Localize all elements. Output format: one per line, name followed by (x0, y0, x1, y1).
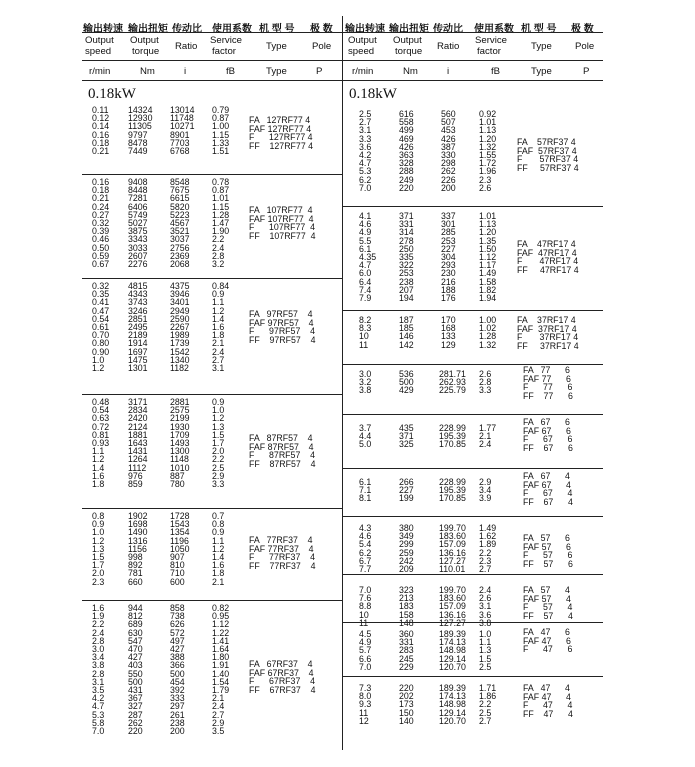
hdr-torque-cn: 输出扭矩 (389, 24, 429, 35)
speed-values: 7.3 8.0 9.3 11 12 (359, 683, 372, 726)
hdr-ratio-en: Ratio (437, 41, 460, 52)
speed-values: 0.16 0.18 0.21 0.24 0.27 0.32 0.39 0.46 0.50 0.59 0.67 (92, 177, 110, 270)
speed-values: 6.1 7.1 8.1 (359, 477, 372, 504)
torque-values: 266 227 199 (399, 477, 414, 504)
hdr-sf-cn: 使用系数 (212, 24, 252, 35)
model-list: FA 47 4 FAF 47 4 F 47 4 FF 47 4 (523, 683, 573, 719)
model-list: FA 127RF77 4 FAF 127RF77 4 F 127RF77 4 FF 127RF77 4 (249, 115, 314, 151)
hdr-type-en: Type (531, 41, 552, 52)
sf-values: 0.7 0.8 0.9 1.1 1.2 1.4 1.6 1.8 2.1 (212, 511, 225, 587)
ratio-values: 228.99 195.39 170.85 (439, 423, 466, 450)
torque-values: 323 213 183 158 148 (399, 585, 414, 628)
ratio-values: 170 168 133 129 (441, 315, 456, 350)
hdr-pole-en: Pole (575, 41, 595, 52)
unit-sf: fB (491, 66, 501, 77)
hdr-type-en: Type (266, 41, 287, 52)
ratio-values: 2881 2575 2199 1930 1709 1493 1300 1148 1010 887 780 (170, 397, 190, 490)
torque-values: 616 558 499 469 426 363 328 288 249 220 (399, 109, 414, 193)
sf-values: 0.78 0.87 1.01 1.15 1.28 1.47 1.90 2.2 2.4 2.8 3.2 (212, 177, 230, 270)
speed-values: 0.11 0.12 0.14 0.16 0.18 0.21 (92, 105, 110, 157)
sf-values: 1.71 1.86 2.2 2.5 2.7 (479, 683, 497, 726)
hdr-type-cn: 机 型 号 (259, 24, 295, 35)
hdr-ratio-cn: 传动比 (433, 24, 463, 35)
model-list: FA 67RF37 4 FAF 67RF37 4 F 67RF37 4 FF 67RF37 4 (249, 659, 316, 695)
unit-pole: P (583, 66, 590, 77)
speed-values: 4.3 4.6 5.4 6.2 6.7 7.7 (359, 523, 372, 575)
model-list: FA 57 4 FAF 57 4 F 57 4 FF 57 4 (523, 585, 573, 621)
sf-values: 2.9 3.4 3.9 (479, 477, 492, 504)
hdr-torque-en2: torque (132, 46, 160, 57)
ratio-values: 13014 11748 10271 8901 7703 6768 (170, 105, 195, 157)
ratio-values: 560 507 453 426 387 330 298 262 226 200 (441, 109, 456, 193)
sf-values: 0.82 0.95 1.12 1.22 1.41 1.64 1.80 1.91 1.40 1.54 1.79 2.1 2.4 2.7 2.9 3.5 (212, 603, 230, 737)
speed-values: 2.5 2.7 3.1 3.3 3.6 4.2 4.7 5.3 6.2 7.0 (359, 109, 372, 193)
speed-values: 0.32 0.35 0.41 0.47 0.54 0.61 0.70 0.80 0.90 1.0 1.2 (92, 281, 110, 374)
torque-values: 220 202 173 150 140 (399, 683, 414, 726)
model-list: FA 77RF37 4 FAF 77RF37 4 F 77RF37 4 FF 77RF37 4 (249, 535, 316, 571)
hdr-torque-cn: 输出扭矩 (128, 24, 168, 35)
hdr-speed-cn: 输出转速 (83, 24, 123, 35)
torque-values: 371 331 314 278 250 335 322 253 238 207 194 (399, 211, 414, 304)
model-list: FA 37RF17 4 FAF 37RF17 4 F 37RF17 4 FF 37RF17 4 (517, 315, 579, 351)
unit-speed: r/min (89, 66, 111, 77)
model-list: FA 77 6 FAF 77 6 F 77 6 FF 77 6 (523, 365, 573, 401)
torque-values: 4815 4343 3743 3246 2851 2495 2189 1914 1697 1475 1301 (128, 281, 148, 374)
model-list: FA 47 6 FAF 47 6 F 47 6 (523, 627, 573, 655)
speed-values: 3.7 4.4 5.0 (359, 423, 372, 450)
ratio-values: 281.71 262.93 225.79 (439, 369, 466, 396)
speed-values: 4.5 4.9 5.7 6.6 7.0 (359, 629, 372, 672)
unit-torque: Nm (140, 66, 155, 77)
hdr-speed-cn: 输出转速 (345, 24, 385, 35)
torque-values: 14324 12930 11305 9797 8478 7449 (128, 105, 153, 157)
ratio-values: 337 301 285 253 227 304 293 230 216 188 176 (441, 211, 456, 304)
ratio-values: 4375 3946 3401 2949 2590 2267 1989 1739 1542 1340 1182 (170, 281, 190, 374)
ratio-values: 8548 7675 6615 5820 5223 4567 3521 3037 2756 2369 2068 (170, 177, 190, 270)
model-list: FA 97RF57 4 FAF 97RF57 4 F 97RF57 4 FF 97RF57 4 (249, 309, 316, 345)
unit-ratio: i (184, 66, 187, 77)
torque-values: 435 371 325 (399, 423, 414, 450)
torque-values: 9408 8448 7281 6406 5749 5027 3875 3343 3033 2607 2276 (128, 177, 148, 270)
hdr-torque-en: Output (130, 35, 159, 46)
torque-values: 360 331 283 245 229 (399, 629, 414, 672)
hdr-sf-en: Service (475, 35, 507, 46)
gearmotor-table (82, 16, 602, 750)
hdr-pole-en: Pole (312, 41, 332, 52)
torque-values: 3171 2834 2420 2124 1881 1643 1431 1264 1112 976 859 (128, 397, 148, 490)
ratio-values: 199.70 183.60 157.09 136.16 127.27 110.01 (439, 523, 466, 575)
unit-speed: r/min (352, 66, 374, 77)
unit-type: Type (531, 66, 552, 77)
torque-values: 944 812 689 630 547 470 427 403 550 500 431 367 327 287 262 220 (128, 603, 143, 737)
ratio-values: 189.39 174.13 148.98 129.14 120.70 (439, 629, 466, 672)
speed-values: 8.2 8.3 10 11 (359, 315, 372, 350)
model-list: FA 57RF37 4 FAF 57RF37 4 F 57RF37 4 FF 57RF37 4 (517, 137, 579, 173)
right-header (343, 16, 603, 81)
model-list: FA 67 4 FAF 67 4 F 67 4 FF 67 4 (523, 471, 573, 507)
sf-values: 1.01 1.13 1.20 1.35 1.50 1.12 1.17 1.49 1.58 1.82 1.94 (479, 211, 497, 304)
hdr-torque-en2: torque (395, 46, 423, 57)
sf-values: 1.49 1.62 1.89 2.2 2.3 2.7 (479, 523, 497, 575)
ratio-values: 199.70 183.60 157.09 136.16 127.27 (439, 585, 466, 628)
torque-values: 536 500 429 (399, 369, 414, 396)
hdr-pole-cn: 极 数 (571, 24, 594, 35)
sf-values: 0.9 1.0 1.2 1.3 1.5 1.7 2.0 2.2 2.5 2.9 3.3 (212, 397, 225, 490)
sf-values: 1.00 1.02 1.28 1.32 (479, 315, 497, 350)
left-header (82, 16, 342, 81)
sf-values: 1.0 1.1 1.3 1.5 2.5 (479, 629, 492, 672)
hdr-speed-en: Output (348, 35, 377, 46)
hdr-sf-cn: 使用系数 (474, 24, 514, 35)
speed-values: 4.1 4.6 4.9 5.5 6.1 4.35 4.7 6.0 6.4 7.4 7.9 (359, 211, 377, 304)
hdr-type-cn: 机 型 号 (521, 24, 557, 35)
sf-values: 2.4 2.6 3.1 3.6 3.8 (479, 585, 492, 628)
unit-type: Type (266, 66, 287, 77)
ratio-values: 1728 1543 1354 1196 1050 907 810 710 600 (170, 511, 190, 587)
torque-values: 187 185 146 142 (399, 315, 414, 350)
speed-values: 7.0 7.6 8.8 10 11 (359, 585, 372, 628)
hdr-speed-en2: speed (85, 46, 112, 57)
sf-values: 0.92 1.01 1.13 1.20 1.32 1.55 1.72 1.96 2.3 2.6 (479, 109, 497, 193)
model-list: FA 67 6 FAF 67 6 F 67 6 FF 67 6 (523, 417, 573, 453)
speed-values: 0.48 0.54 0.63 0.72 0.81 0.93 1.1 1.2 1.4 1.6 1.8 (92, 397, 110, 490)
unit-torque: Nm (403, 66, 418, 77)
left-panel (82, 16, 343, 750)
unit-pole: P (316, 66, 323, 77)
hdr-sf-en2: factor (212, 46, 236, 57)
power-rating: 0.18kW (349, 86, 397, 102)
sf-values: 2.6 2.8 3.3 (479, 369, 492, 396)
torque-values: 1902 1698 1490 1316 1156 998 892 781 660 (128, 511, 148, 587)
ratio-values: 189.39 174.13 148.98 129.14 120.70 (439, 683, 466, 726)
hdr-ratio-en: Ratio (175, 41, 198, 52)
sf-values: 1.77 2.1 2.4 (479, 423, 497, 450)
speed-values: 3.0 3.2 3.8 (359, 369, 372, 396)
hdr-sf-en: Service (210, 35, 242, 46)
model-list: FA 107RF77 4 FAF 107RF77 4 F 107RF77 4 FF 107RF77 4 (249, 205, 316, 241)
unit-sf: fB (226, 66, 236, 77)
hdr-torque-en: Output (393, 35, 422, 46)
speed-values: 1.6 1.9 2.2 2.4 2.8 3.0 3.4 3.8 2.8 3.1 3.5 4.2 4.7 5.3 5.8 7.0 (92, 603, 105, 737)
model-list: FA 47RF17 4 FAF 47RF17 4 F 47RF17 4 FF 47RF17 4 (517, 239, 579, 275)
sf-values: 0.84 0.9 1.1 1.2 1.4 1.6 1.8 2.1 2.4 2.7 3.1 (212, 281, 230, 374)
hdr-sf-en2: factor (477, 46, 501, 57)
hdr-speed-en: Output (85, 35, 114, 46)
sf-values: 0.79 0.87 1.00 1.15 1.33 1.51 (212, 105, 230, 157)
hdr-ratio-cn: 传动比 (172, 24, 202, 35)
torque-values: 380 349 299 259 242 209 (399, 523, 414, 575)
hdr-pole-cn: 极 数 (310, 24, 333, 35)
right-panel (343, 16, 603, 750)
hdr-speed-en2: speed (348, 46, 375, 57)
power-rating: 0.18kW (88, 86, 136, 102)
model-list: FA 57 6 FAF 57 6 F 57 6 FF 57 6 (523, 533, 573, 569)
speed-values: 0.8 0.9 1.0 1.2 1.3 1.5 1.7 2.0 2.3 (92, 511, 105, 587)
ratio-values: 858 738 626 572 497 427 388 366 500 454 392 333 297 261 238 200 (170, 603, 185, 737)
ratio-values: 228.99 195.39 170.85 (439, 477, 466, 504)
model-list: FA 87RF57 4 FAF 87RF57 4 F 87RF57 4 FF 87RF57 4 (249, 433, 316, 469)
unit-ratio: i (447, 66, 450, 77)
